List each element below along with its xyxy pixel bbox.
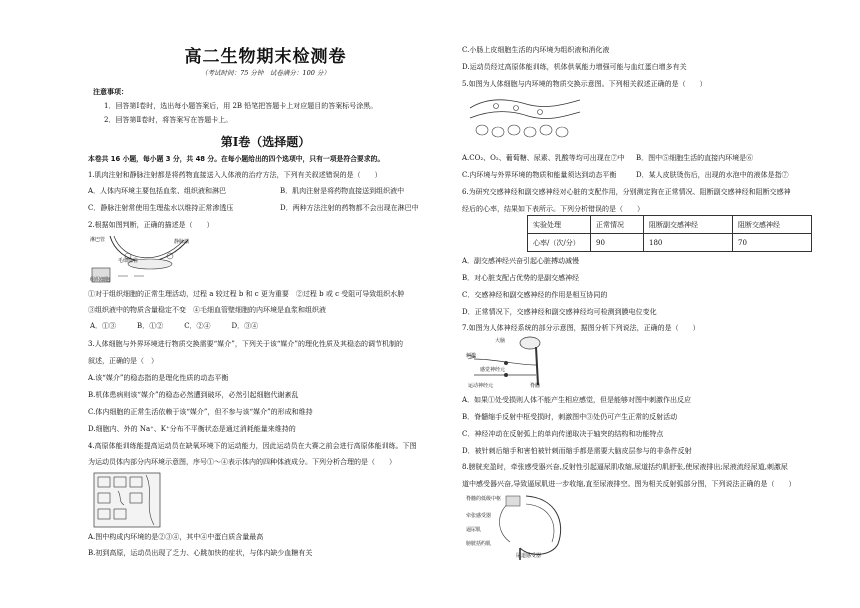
spinal-cord-shape	[536, 347, 538, 385]
table-row	[528, 234, 812, 252]
bladder-inner	[526, 504, 554, 542]
tissue-diagram	[92, 471, 162, 529]
question-line: 为运动员体内部分内环境示意图，序号①～④表示体内的四种体液成分。下列分析合理的是（ ）	[88, 458, 396, 466]
option-line: A.该“媒介”的稳态指的是理化性质的动态平衡	[88, 374, 229, 382]
fig-label: 刺激	[466, 353, 477, 359]
notes-item: 2．回答第Ⅱ卷时，将答案写在答题卡上。	[104, 116, 233, 124]
option-line: D．两种方法注射的药物都不会出现在淋巴中	[280, 204, 419, 212]
section-intro: 本卷共 16 小题，每小题 3 分，共 48 分。在每小题给出的四个选项中，只有一项是符合要求的。	[88, 155, 385, 163]
statement-line: ①对于组织细胞的正常生理活动，过程 a 较过程 b 和 c 更为重要 ②过程 b 或 c 受阻可导致组织水肿	[88, 290, 405, 298]
vessel-shape	[470, 100, 580, 108]
option-line: C．静脉注射常使用生理盐水以维持正常渗透压	[88, 204, 234, 212]
table-cell: 心率/（次/分）	[528, 234, 591, 252]
option-line: A．如果①处受损则人体不能产生相应感觉，但是能够对图中刺激作出反应	[462, 396, 692, 404]
question-line: 6.为研究交感神经和副交感神经对心脏的支配作用，分别测定狗在正常情况、阻断副交感神经和阻断交感神	[462, 188, 791, 196]
table-cell: 70	[733, 234, 812, 252]
option-line: B.初到高原，运动员出现了乏力、心跳加快的症状，与体内缺少血糖有关	[88, 549, 313, 557]
option-line: D．某人皮肤烫伤后，出现的水泡中的液体是指⑦	[636, 171, 789, 179]
cell-shape	[524, 127, 536, 137]
table-header: 正常情况	[591, 216, 644, 234]
heart-rate-table	[527, 215, 812, 252]
question-line: 1.肌肉注射和静脉注射都是将药物直接送入人体液的治疗方法，下列有关叙述错误的是（ ）	[88, 171, 382, 179]
cell-shape	[494, 104, 499, 109]
cell-shape	[476, 125, 488, 135]
fig-label: 淋巴管	[90, 237, 106, 243]
exam-subtitle: （考试时间：75 分钟 试卷满分：100 分）	[201, 69, 330, 77]
statement-line: ③组织液中的物质含量稳定不变 ④毛细血管壁细胞的内环境是血浆和组织液	[88, 306, 326, 314]
option-line: A.图中构成内环境的是②③④，其中④中蛋白质含量最高	[88, 533, 264, 541]
table-header: 阻断交感神经	[733, 216, 812, 234]
fig-label: 大脑	[495, 338, 506, 344]
exchange-diagram	[466, 94, 584, 146]
node-dot	[504, 361, 508, 365]
bladder-outline	[520, 496, 561, 554]
question-line: 道中感受器兴奋,导致逼尿肌进一步收缩,直至尿液排空。图为相关反射弧部分图，下列说法正确的是（ ）	[462, 480, 796, 488]
option-line: D．正常情况下，交感神经和副交感神经均可检测到膜电位变化	[462, 308, 657, 316]
option-line: B．图中⑤细胞生活的直接内环境是⑥	[636, 154, 754, 162]
option-line: B.机体患病则该“媒介”的稳态必然遭到破坏，必然引起细胞代谢紊乱	[88, 391, 299, 399]
table-header: 阻断副交感神经	[644, 216, 733, 234]
fig-label: 组织细胞	[90, 277, 111, 283]
fig-label: 逼尿肌	[466, 527, 482, 533]
fig-label: 牵张感受器	[466, 513, 492, 519]
cell-shape	[538, 110, 543, 115]
cell-shape	[514, 106, 519, 111]
fig-label: 脊髓	[530, 383, 541, 389]
table-cell: 180	[644, 234, 733, 252]
option-line: C.小肠上皮细胞生活的内环境为组织液和消化液	[462, 46, 610, 54]
question-line: 7.如图为人体神经系统的部分示意图，据图分析下列说法，正确的是（ ）	[462, 324, 700, 332]
question-line: 叙述，正确的是（ ）	[88, 357, 158, 365]
table-row	[528, 216, 812, 234]
option-line: C．神经冲动在反射弧上的单向传递取决于轴突的结构和功能特点	[462, 430, 664, 438]
question-line: 5.如图为人体细胞与内环境的物质交换示意图。下列相关叙述正确的是（ ）	[462, 80, 707, 88]
node-dot	[504, 373, 508, 377]
cell-shape	[540, 125, 552, 135]
cell-shape	[508, 125, 520, 135]
question-line: 8.膀胱充盈时，牵张感受器兴奋,反射性引起逼尿肌收缩,尿道括约肌舒张,使尿液排出;尿液流经尿道,刺激尿	[462, 463, 788, 471]
fig-label: 膀胱括约肌	[466, 541, 492, 547]
fig-label: 运动神经元	[468, 383, 494, 389]
option-line: C.内环境与外界环境的物质和能量须达到动态平衡	[462, 171, 617, 179]
cell-shape	[492, 127, 504, 137]
option-line: A.CO₂、O₂、葡萄糖、尿素、乳酸等均可出现在⑦中	[462, 154, 625, 162]
fig-label: 静脉端	[174, 239, 190, 245]
table-cell: 90	[591, 234, 644, 252]
vessel-shape	[470, 112, 580, 119]
fig-label: 尿道感受器	[516, 553, 542, 559]
option-line: B．肌肉注射是将药物直接送到组织液中	[280, 187, 405, 195]
option-line: B．脊髓缩手反射中枢受损时，刺激图中③处仍可产生正常的反射活动	[462, 413, 678, 421]
section-title: 第Ⅰ卷（选择题）	[220, 135, 311, 149]
cell-shape	[556, 127, 568, 137]
page-title: 高二生物期末检测卷	[184, 47, 347, 67]
notes-heading: 注意事项：	[93, 88, 128, 96]
option-line: A．人体内环境主要包括血浆、组织液和淋巴	[88, 187, 227, 195]
option-line: D．被针刺后缩手和害怕被针刺而缩手都是需要大脑皮层参与的非条件反射	[462, 447, 692, 455]
table-header: 实验处理	[528, 216, 591, 234]
question-line: 4.高原体能训练能提高运动员在缺氧环境下的运动能力，因此运动员在大赛之前会进行高原体能训练。下图	[88, 442, 417, 450]
option-line: C.体内细胞的正常生活依赖于该“媒介”，但不参与该“媒介”的形成和维持	[88, 408, 313, 416]
question-line: 2.根据如图判断，正确的描述是（ ）	[88, 221, 214, 229]
notes-item: 1．回答第Ⅰ卷时，选出每小题答案后，用 2B 铅笔把答题卡上对应题目的答案标号涂黑。	[104, 102, 378, 110]
fig-label: 感觉神经元	[480, 367, 506, 373]
nerve-shape	[500, 502, 511, 542]
option-line: A．副交感神经兴奋引起心脏搏动减慢	[462, 257, 580, 265]
fig-label: 毛细血管	[118, 258, 139, 264]
option-line: A．①③ B．①② C．②④ D．③④	[90, 322, 259, 330]
fig-label: 脊髓的低级中枢	[466, 496, 502, 502]
option-line: B．对心脏支配占优势的是副交感神经	[462, 274, 580, 282]
option-line: C．交感神经和副交感神经的作用是相互协同的	[462, 291, 608, 299]
question-line: 3.人体细胞与外界环境进行物质交换需要“媒介”，下列关于该“媒介”的理化性质及其稳态的调节机制的	[88, 340, 403, 348]
option-line: D.细胞内、外的 Na⁺、K⁺分布不平衡状态是通过消耗能量来维持的	[88, 425, 296, 433]
spinal-center-shape	[506, 496, 520, 506]
question-line: 经后的心率，结果如下表所示。下列分析错误的是（ ）	[462, 205, 644, 213]
option-line: D.运动员经过高原体能训练，机体供氧能力增强可能与血红蛋白增多有关	[462, 63, 687, 71]
